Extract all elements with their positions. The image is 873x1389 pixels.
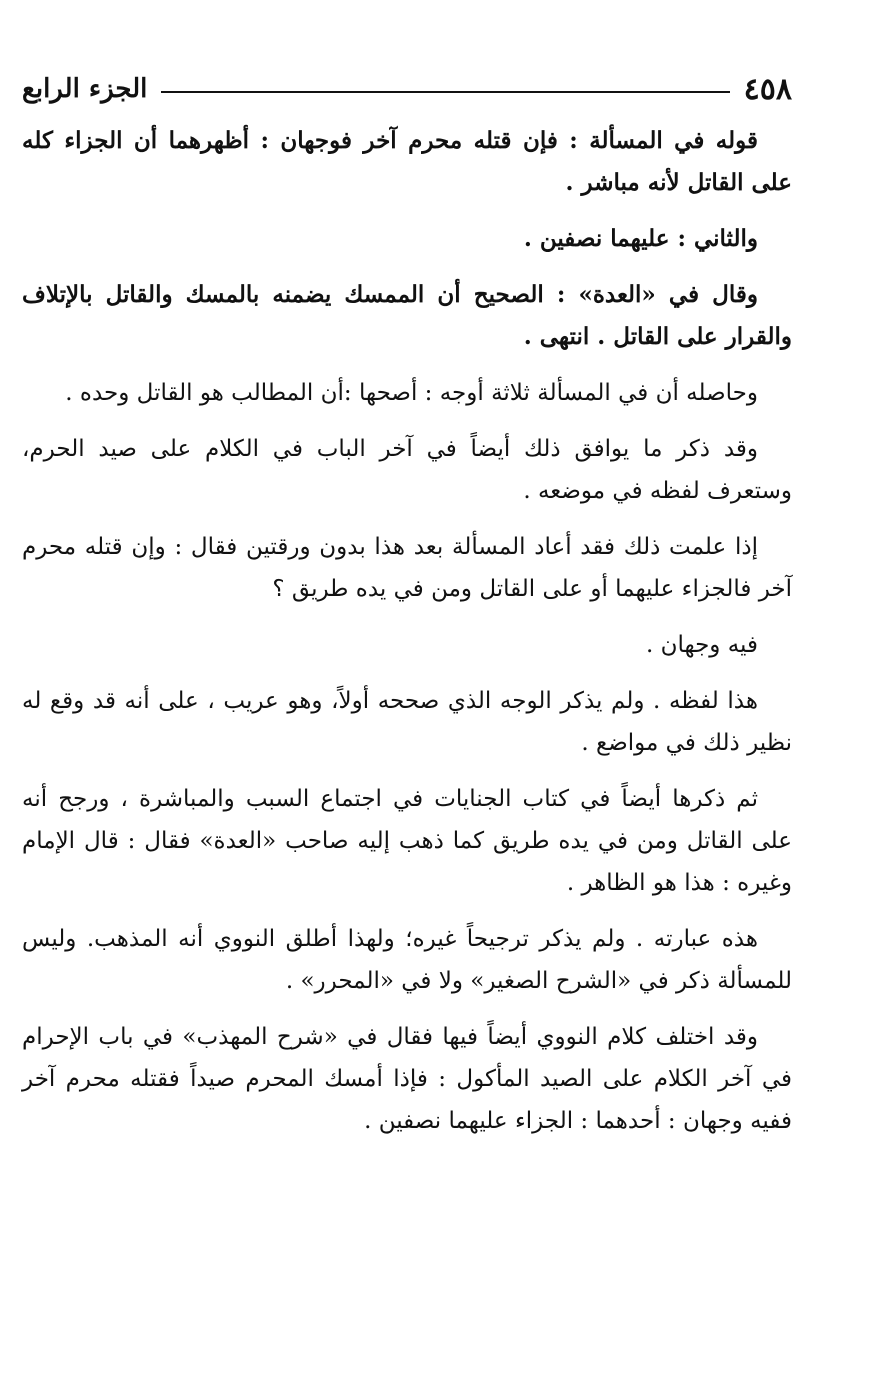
paragraph-9: ثم ذكرها أيضاً في كتاب الجنايات في اجتماع السبب والمباشرة ، ورجح أنه على القاتل ومن في يده طريق كما ذهب إليه صاحب «العدة» فقال : قال الإمام وغيره : هذا هو الظاهر .: [22, 786, 792, 896]
page-number: ٤٥٨: [743, 71, 792, 107]
paragraph-5: وقد ذكر ما يوافق ذلك أيضاً في آخر الباب في الكلام على صيد الحرم، وستعرف لفظه في موضعه .: [22, 436, 792, 504]
paragraph-11: وقد اختلف كلام النووي أيضاً فيها فقال في «شرح المهذب» في باب الإحرام في آخر الكلام على الصيد المأكول : فإذا أمسك المحرم صيداً فقتله محرم آخر ففيه وجهان : أحدهما : الجزاء عليهما نصفين .: [22, 1024, 792, 1134]
paragraph-10: هذه عبارته . ولم يذكر ترجيحاً غيره؛ ولهذا أطلق النووي أنه المذهب. وليس للمسألة ذكر في «الشرح الصغير» ولا في «المحرر» .: [22, 926, 792, 994]
page-header: [22, 60, 792, 118]
paragraph-8: هذا لفظه . ولم يذكر الوجه الذي صححه أولاً، وهو عريب ، على أنه قد وقع له نظير ذلك في مواضع .: [22, 688, 792, 756]
paragraph-2: والثاني : عليهما نصفين .: [523, 225, 758, 252]
paragraph-3: وقال في «العدة» : الصحيح أن الممسك يضمنه بالمسك والقاتل بالإتلاف والقرار على القاتل . انتهى .: [22, 281, 792, 350]
paragraph-1: قوله في المسألة : فإن قتله محرم آخر فوجهان : أظهرهما أن الجزاء كله على القاتل لأنه مباشر .: [22, 127, 792, 196]
paragraph-6: إذا علمت ذلك فقد أعاد المسألة بعد هذا بدون ورقتين فقال : وإن قتله محرم آخر فالجزاء عليهما أو على القاتل ومن في يده طريق ؟: [22, 534, 792, 602]
header-rule: [161, 91, 729, 93]
running-title: الجزء الرابع: [22, 74, 148, 104]
paragraph-4: وحاصله أن في المسألة ثلاثة أوجه : أصحها :أن المطالب هو القاتل وحده .: [65, 380, 758, 406]
book-page: [22, 60, 792, 1156]
paragraph-7: فيه وجهان .: [645, 632, 758, 658]
body-text: [22, 120, 792, 1142]
